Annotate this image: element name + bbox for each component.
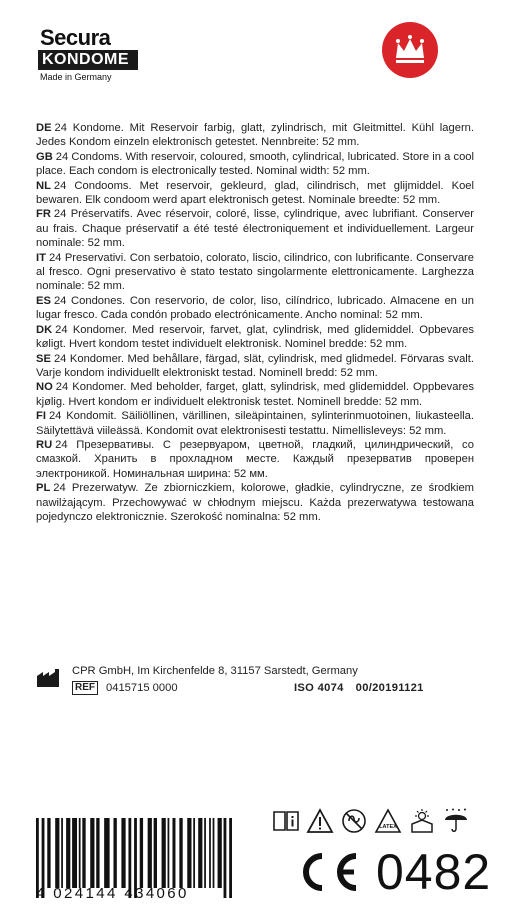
manufacturer-icon — [36, 668, 62, 688]
barcode-bar — [209, 818, 211, 888]
description-text: 24 Prezerwatyw. Ze zbiorniczkiem, kolorowe, gładkie, cylindryczne, ze środkiem nawilżającym. Przechowywać w chłodnym miejscu. Każda prezerwatywa testowana pojedynczo elektronicznie. Szerokość nominalna: 52 mm. — [36, 482, 474, 523]
language-code: FI — [36, 410, 46, 423]
ref-number: 0415715 0000 — [106, 682, 178, 694]
barcode-bar — [168, 818, 170, 888]
barcode-bar — [47, 818, 50, 888]
latex-label: LATEX — [379, 824, 397, 830]
language-code: NO — [36, 381, 53, 394]
barcode-bar — [121, 818, 125, 888]
language-code: DK — [36, 323, 53, 336]
description-text: 24 Kondomer. Med beholder, farget, glatt, sylindrisk, med glidemiddel. Oppbevares kjølig. Hvert kondom er individuelt elektronisk testet. Nominell bredde: 52 mm. — [36, 381, 474, 408]
description-paragraph-de — [36, 121, 474, 150]
language-code: FR — [36, 208, 51, 221]
barcode-bar — [66, 818, 70, 888]
language-code: PL — [36, 482, 51, 495]
iso-standard: ISO 4074 — [294, 682, 344, 694]
barcode-bar — [204, 818, 206, 888]
manufacturer-info — [36, 664, 474, 695]
description-paragraph-gb — [36, 150, 474, 179]
barcode-bar — [179, 818, 182, 888]
barcode-bar — [104, 818, 109, 888]
barcode-bar — [218, 818, 222, 888]
brand-name-top: Secura — [40, 25, 111, 50]
description-paragraph-nl — [36, 179, 474, 208]
language-code: DE — [36, 122, 52, 134]
product-description — [36, 121, 474, 524]
barcode-bar — [113, 818, 116, 888]
crown-icon — [382, 22, 438, 78]
brand-name-bottom: KONDOME — [38, 50, 138, 70]
description-paragraph-se — [36, 352, 474, 381]
description-paragraph-dk — [36, 323, 474, 352]
description-paragraph-es — [36, 294, 474, 323]
barcode-bar — [96, 818, 99, 888]
notified-body-number: 0482 — [376, 844, 492, 900]
language-code: NL — [36, 179, 51, 192]
language-code: IT — [36, 251, 46, 264]
description-text: 24 Kondomer. Med behållare, färgad, slät, cylindrisk, med glidmedel. Förvaras svalt. Varje kondom individuellt elektroniskt testad. Nominell bredd: 52 mm. — [36, 352, 474, 379]
barcode-bar — [213, 818, 215, 888]
barcode-bar — [61, 818, 63, 888]
barcode-bar — [154, 818, 157, 888]
barcode-bar — [72, 818, 77, 888]
keep-dry-icon — [442, 808, 470, 834]
brand-logo — [38, 27, 140, 89]
manufacturer-address: CPR GmbH, Im Kirchenfelde 8, 31157 Sarstedt, Germany — [72, 665, 358, 677]
description-text: 24 Préservatifs. Avec réservoir, coloré, lisse, cylindrique, avec lubrifiant. Conserver au frais. Chaque préservatif a été testé électroniquement et individuellement. Largeur nominale: 52 mm. — [36, 208, 474, 250]
ce-mark-icon — [292, 850, 362, 894]
description-text: 24 Condoms. With reservoir, coloured, smooth, cylindrical, lubricated. Store in a cool place. Each condom is electronically tested. Nominal width: 52 mm. — [36, 150, 474, 178]
made-in-label: Made in Germany — [40, 72, 112, 82]
language-code: SE — [36, 352, 51, 365]
description-text: 24 Kondomit. Säiliöllinen, värillinen, sileäpintainen, sylinterinmuotoinen, liukasteella. Säilytettävä viileässä. Kondomit ovat elektronisesti testattu. Nimellisleveys: 52 mm. — [36, 410, 474, 437]
barcode-bar — [187, 818, 191, 888]
description-paragraph-fr — [36, 207, 474, 250]
barcode-bar — [90, 818, 94, 888]
barcode-bar — [140, 818, 143, 888]
language-code: ES — [36, 294, 51, 307]
barcode-bar — [79, 818, 81, 888]
description-paragraph-no — [36, 380, 474, 409]
latex-icon — [374, 808, 402, 834]
lot-number: 00/20191121 — [355, 682, 424, 694]
warning-triangle-icon — [306, 808, 334, 834]
no-reuse-icon — [340, 808, 368, 834]
description-paragraph-fi — [36, 409, 474, 438]
barcode-digits: 4 024144 434060 — [36, 885, 189, 902]
barcode-bar — [55, 818, 59, 888]
keep-from-sunlight-icon — [408, 808, 436, 834]
description-text: 24 Condones. Con reservorio, de color, liso, cilíndrico, lubricado. Almacene en un lugar fresco. Cada condón probado electrónicamente. Ancho nominal: 52 mm. — [36, 294, 474, 322]
symbol-row — [272, 808, 470, 834]
description-text: 24 Kondomer. Med reservoir, farvet, glat, cylindrisk, med glidemiddel. Opbevares køligt. Hvert kondom testet individuelt elektronisk. Nominel bredde: 52 mm. — [36, 323, 474, 351]
description-paragraph-ru — [36, 438, 474, 481]
crown-badge — [382, 22, 438, 78]
language-code: RU — [36, 438, 53, 451]
barcode-bar — [193, 818, 195, 888]
ref-label: REF — [72, 681, 98, 695]
description-paragraph-it — [36, 251, 474, 294]
barcode-bar — [198, 818, 202, 888]
barcode-bar — [82, 818, 85, 888]
description-text: 24 Preservativi. Con serbatoio, colorato, liscio, cilindrico, con lubrificante. Conservare al fresco. Ogni preservativo è stato testato singolarmente elettronicamente. Larghezza nominale: 52 mm. — [36, 251, 474, 293]
ce-certification — [292, 846, 491, 898]
barcode-bar — [148, 818, 152, 888]
barcode-bar — [162, 818, 166, 888]
description-text: 24 Kondome. Mit Reservoir farbig, glatt, zylindrisch, mit Gleitmittel. Kühl lagern. Jedes Kondom einzeln elektronisch getestet. Nennbreite: 52 mm. — [36, 122, 474, 149]
description-text: 24 Презервативы. С резервуаром, цветной, гладкий, цилиндрический, со смазкой. Хранить в прохладном месте. Каждый презерватив проверен электроникой. Номинальная ширина: 52 мм. — [36, 438, 474, 480]
description-text: 24 Condooms. Met reservoir, gekleurd, glad, cilindrisch, met glijmiddel. Koel bewaren. Elk condoom werd apart elektronisch getest. Nominale breedte: 52 mm. — [36, 179, 474, 207]
instructions-book-icon — [272, 808, 300, 834]
barcode-bar — [172, 818, 175, 888]
description-paragraph-pl — [36, 481, 474, 524]
language-code: GB — [36, 150, 53, 163]
